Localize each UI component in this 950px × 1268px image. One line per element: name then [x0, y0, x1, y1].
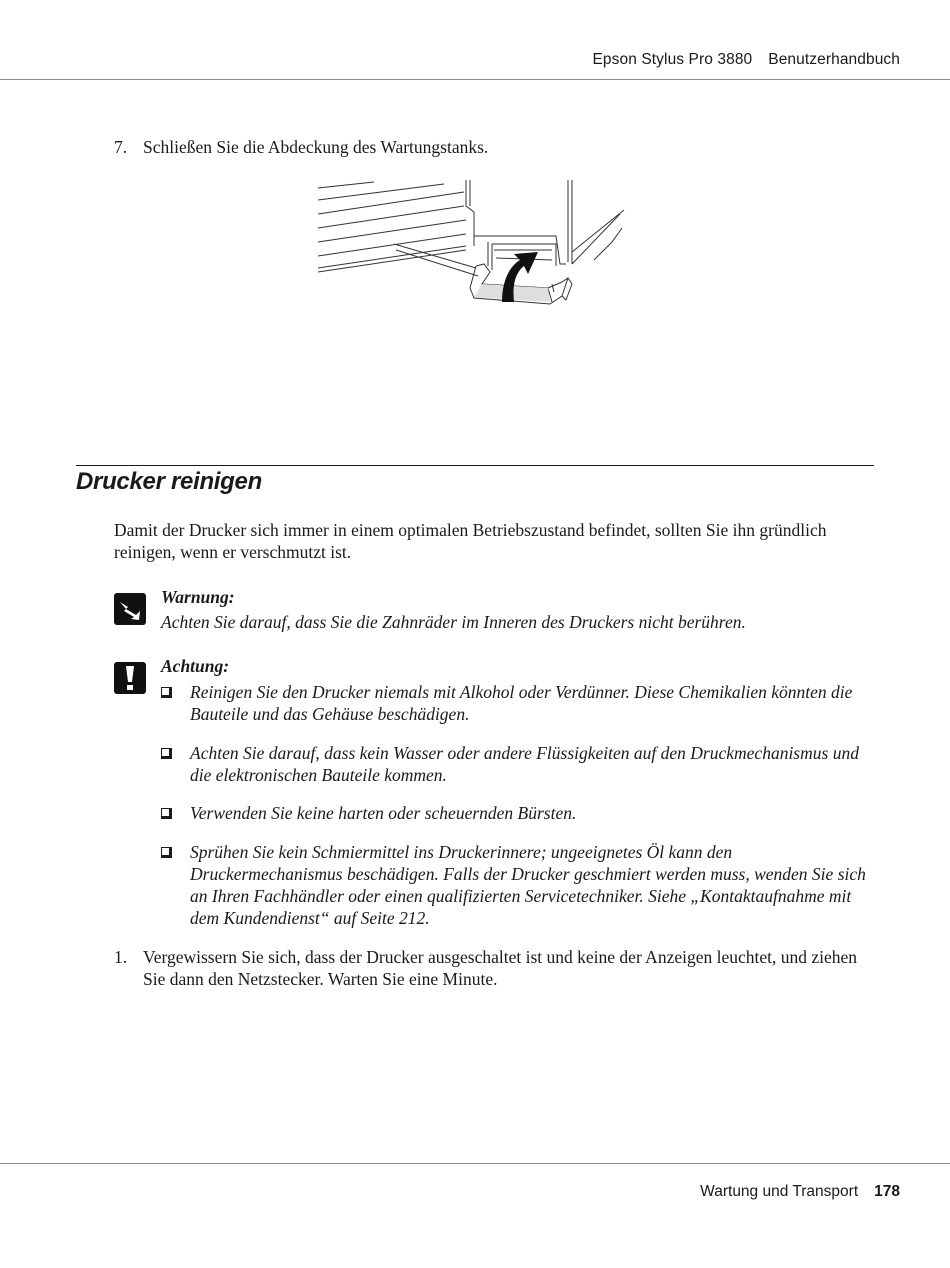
warning-text: Achten Sie darauf, dass Sie die Zahnräder im Inneren des Druckers nicht berühren. — [161, 612, 746, 632]
step-text: Schließen Sie die Abdeckung des Wartungstanks. — [143, 137, 489, 157]
caution-list-item — [161, 841, 876, 929]
page-number: 178 — [874, 1183, 900, 1200]
step-text: Vergewissern Sie sich, dass der Drucker ausgeschaltet ist und keine der Anzeigen leuchtet, und ziehen Sie dann den Netzstecker. Warten Sie eine Minute. — [143, 947, 858, 989]
checkbox-bullet-icon — [161, 808, 172, 819]
page-header — [592, 51, 900, 69]
caution-item-text: Reinigen Sie den Drucker niemals mit Alkohol oder Verdünner. Diese Chemikalien könnten die Bauteile und das Gehäuse beschädigen. — [190, 682, 853, 724]
caution-list-item — [161, 742, 876, 786]
warning-title: Warnung: — [161, 587, 235, 607]
header-divider — [0, 79, 950, 80]
caution-item-text: Verwenden Sie keine harten oder scheuernden Bürsten. — [190, 803, 577, 823]
header-manual: Benutzerhandbuch — [768, 51, 900, 68]
caution-item-text: Sprühen Sie kein Schmiermittel ins Druckerinnere; ungeeignetes Öl kann den Druckermechanismus beschädigen. Falls der Drucker geschmiert werden muss, wenden Sie sich an Ihren Fachhändler oder einen qualifizierten Servicetechniker. Siehe „Kontaktaufnahme mit dem Kundendienst“ auf Seite 212. — [190, 842, 866, 928]
caution-title: Achtung: — [161, 656, 230, 676]
checkbox-bullet-icon — [161, 687, 172, 698]
step-number: 7. — [114, 137, 128, 157]
warning-icon — [114, 593, 146, 625]
step-1 — [114, 946, 874, 990]
section-intro: Damit der Drucker sich immer in einem optimalen Betriebszustand befindet, sollten Sie ihn gründlich reinigen, wenn er verschmutzt ist. — [114, 520, 827, 562]
step-7 — [114, 136, 874, 158]
footer-chapter: Wartung und Transport — [700, 1183, 859, 1200]
caution-list-item — [161, 802, 876, 824]
step-number: 1. — [114, 947, 128, 967]
caution-list-item — [161, 681, 876, 725]
checkbox-bullet-icon — [161, 748, 172, 759]
page-footer — [700, 1183, 900, 1201]
caution-icon — [114, 662, 146, 694]
section-divider — [76, 465, 874, 466]
caution-item-text: Achten Sie darauf, dass kein Wasser oder andere Flüssigkeiten auf den Druckmechanismus und die elektronischen Bauteile kommen. — [190, 743, 859, 785]
footer-divider — [0, 1163, 950, 1164]
section-title: Drucker reinigen — [76, 468, 262, 495]
header-product: Epson Stylus Pro 3880 — [592, 51, 753, 68]
checkbox-bullet-icon — [161, 847, 172, 858]
maintenance-tank-cover-illustration — [316, 180, 626, 340]
